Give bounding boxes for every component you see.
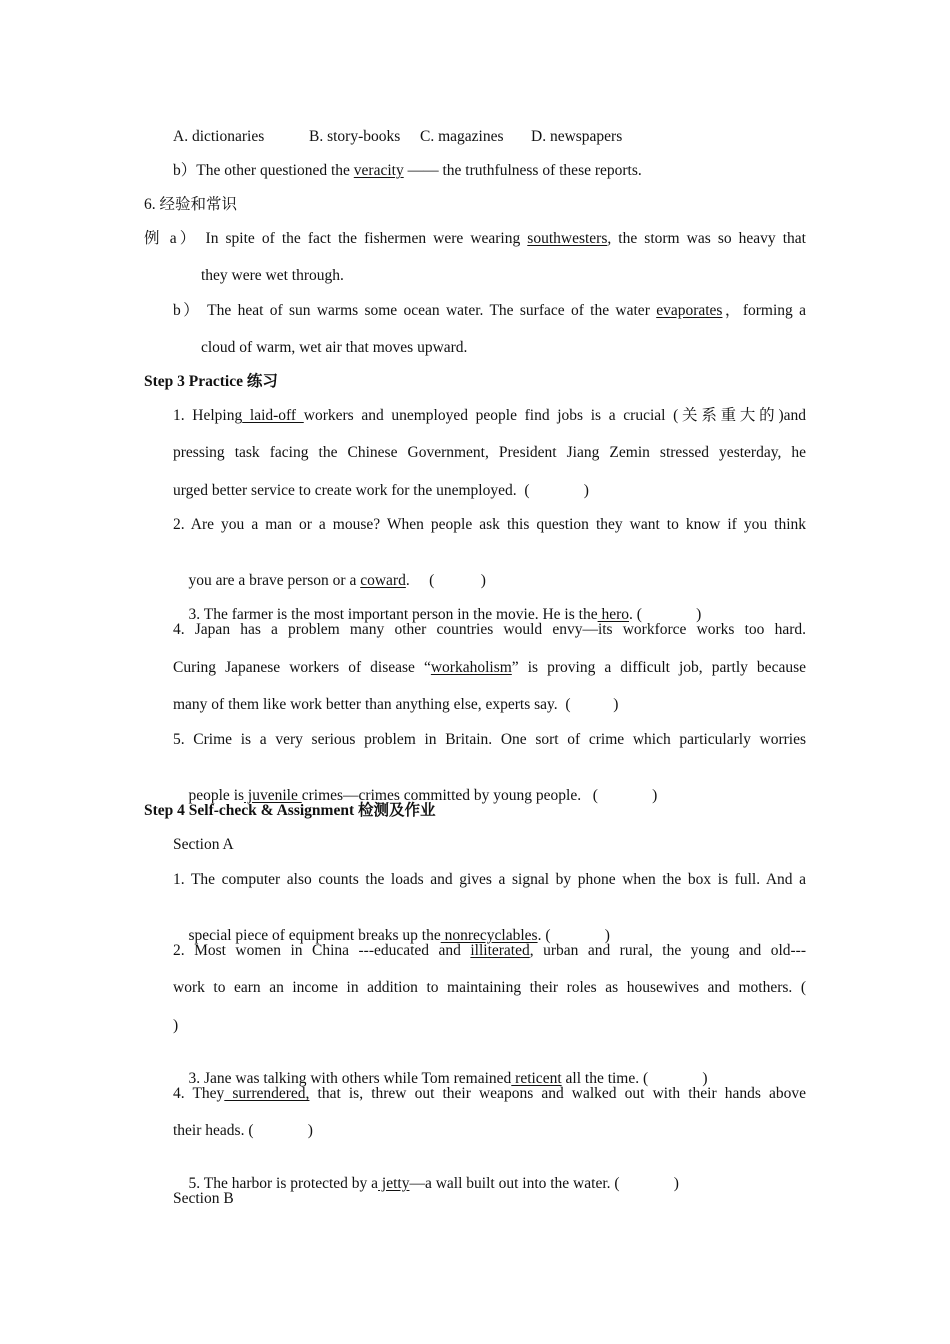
text: you are a brave person or a [188, 571, 361, 589]
text: 5. The harbor is protected by a [188, 1174, 379, 1192]
text: crimes—crimes committed by young people. ( ) [301, 786, 658, 804]
practice-2-line1: 2. Are you a man or a mouse? When people ask this question they want to know if you think [173, 516, 806, 533]
text: , urban and rural, the young and old--- [529, 942, 806, 959]
vocab-nonrecyclables: nonrecyclables [440, 926, 538, 944]
text: ，forming a [722, 302, 806, 319]
text: 4. They [173, 1085, 225, 1102]
vocab-illiterated: illiterated [470, 942, 530, 959]
text: . ( ) [629, 605, 702, 623]
text: 1. Helping [173, 407, 243, 424]
vocab-laid-off: laid-off [242, 407, 304, 424]
section-b-label: Section B [173, 1190, 234, 1207]
text: —— the truthfulness of these reports. [403, 162, 642, 179]
selfcheck-2-line3: ) [173, 1017, 179, 1034]
text: 3. The farmer is the most important person in the movie. He is the [188, 605, 598, 623]
vocab-juvenile: juvenile [244, 786, 302, 804]
text: that is, threw out their weapons and walked out with their hands above [309, 1085, 806, 1102]
selfcheck-4-line1 [173, 1085, 806, 1104]
option-b: B. story-books [309, 128, 401, 145]
example-6a-line1 [144, 230, 806, 249]
text: all the time. ( ) [561, 1069, 708, 1087]
practice-5-line1: 5. Crime is a very serious problem in Britain. One sort of crime which particularly worries [173, 731, 806, 748]
practice-1-line3: urged better service to create work for the unemployed. ( ) [173, 482, 589, 499]
text: 例 a） In spite of the fact the fishermen were wearing [144, 230, 528, 247]
option-a: A. dictionaries [173, 128, 265, 145]
options-line [173, 128, 622, 147]
practice-4-line2 [173, 659, 806, 678]
text: —a wall built out into the water. ( ) [409, 1174, 679, 1192]
vocab-surrendered: surrendered, [224, 1085, 310, 1102]
text: people is [188, 786, 245, 804]
text: 2. Most women in China ---educated and [173, 942, 471, 959]
vocab-reticent: reticent [511, 1069, 562, 1087]
text: b）The other questioned the [173, 162, 354, 179]
text: . ( ) [405, 571, 486, 589]
text: b） The heat of sun warms some ocean water. The surface of the water [173, 302, 657, 319]
text: special piece of equipment breaks up the [188, 926, 441, 944]
practice-1-line2: pressing task facing the Chinese Government, President Jiang Zemin stressed yesterday, he [173, 444, 806, 461]
text: workers and unemployed people find jobs is a crucial (关系重大的)and [303, 407, 807, 424]
example-6b-line1 [173, 302, 806, 321]
selfcheck-2-line2: work to earn an income in addition to maintaining their roles as housewives and mothers. ( [173, 979, 806, 996]
section-a-label: Section A [173, 836, 234, 853]
selfcheck-4-line2: their heads. ( ) [173, 1122, 313, 1139]
vocab-evaporates: evaporates [656, 302, 723, 319]
vocab-southwesters: southwesters [527, 230, 608, 247]
vocab-workaholism: workaholism [430, 659, 512, 676]
text: ” is proving a difficult job, partly because [511, 659, 806, 676]
section-6-title: 6. 经验和常识 [144, 196, 238, 213]
vocab-veracity: veracity [353, 162, 404, 179]
example-6b-line2: cloud of warm, wet air that moves upward. [201, 339, 468, 356]
practice-4-line1: 4. Japan has a problem many other countries would envy—its workforce works too hard. [173, 621, 806, 638]
practice-1-line1 [173, 407, 806, 426]
vocab-hero: hero [597, 605, 630, 623]
vocab-coward: coward [360, 571, 406, 589]
example-veracity [173, 162, 642, 181]
selfcheck-1-line1: 1. The computer also counts the loads and gives a signal by phone when the box is full. And a [173, 871, 806, 888]
text: , the storm was so heavy that [607, 230, 806, 247]
text: . ( ) [537, 926, 610, 944]
option-d: D. newspapers [531, 128, 623, 145]
option-c: C. magazines [420, 128, 504, 145]
selfcheck-2-line1 [173, 942, 806, 961]
text: 3. Jane was talking with others while Tom remained [188, 1069, 512, 1087]
selfcheck-5 [173, 1156, 679, 1212]
text: Curing Japanese workers of disease “ [173, 659, 431, 676]
example-6a-line2: they were wet through. [201, 267, 344, 284]
practice-4-line3: many of them like work better than anything else, experts say. ( ) [173, 696, 619, 713]
step-4-heading: Step 4 Self-check & Assignment 检测及作业 [144, 802, 436, 819]
step-3-heading: Step 3 Practice 练习 [144, 373, 278, 390]
vocab-jetty: jetty [378, 1174, 410, 1192]
